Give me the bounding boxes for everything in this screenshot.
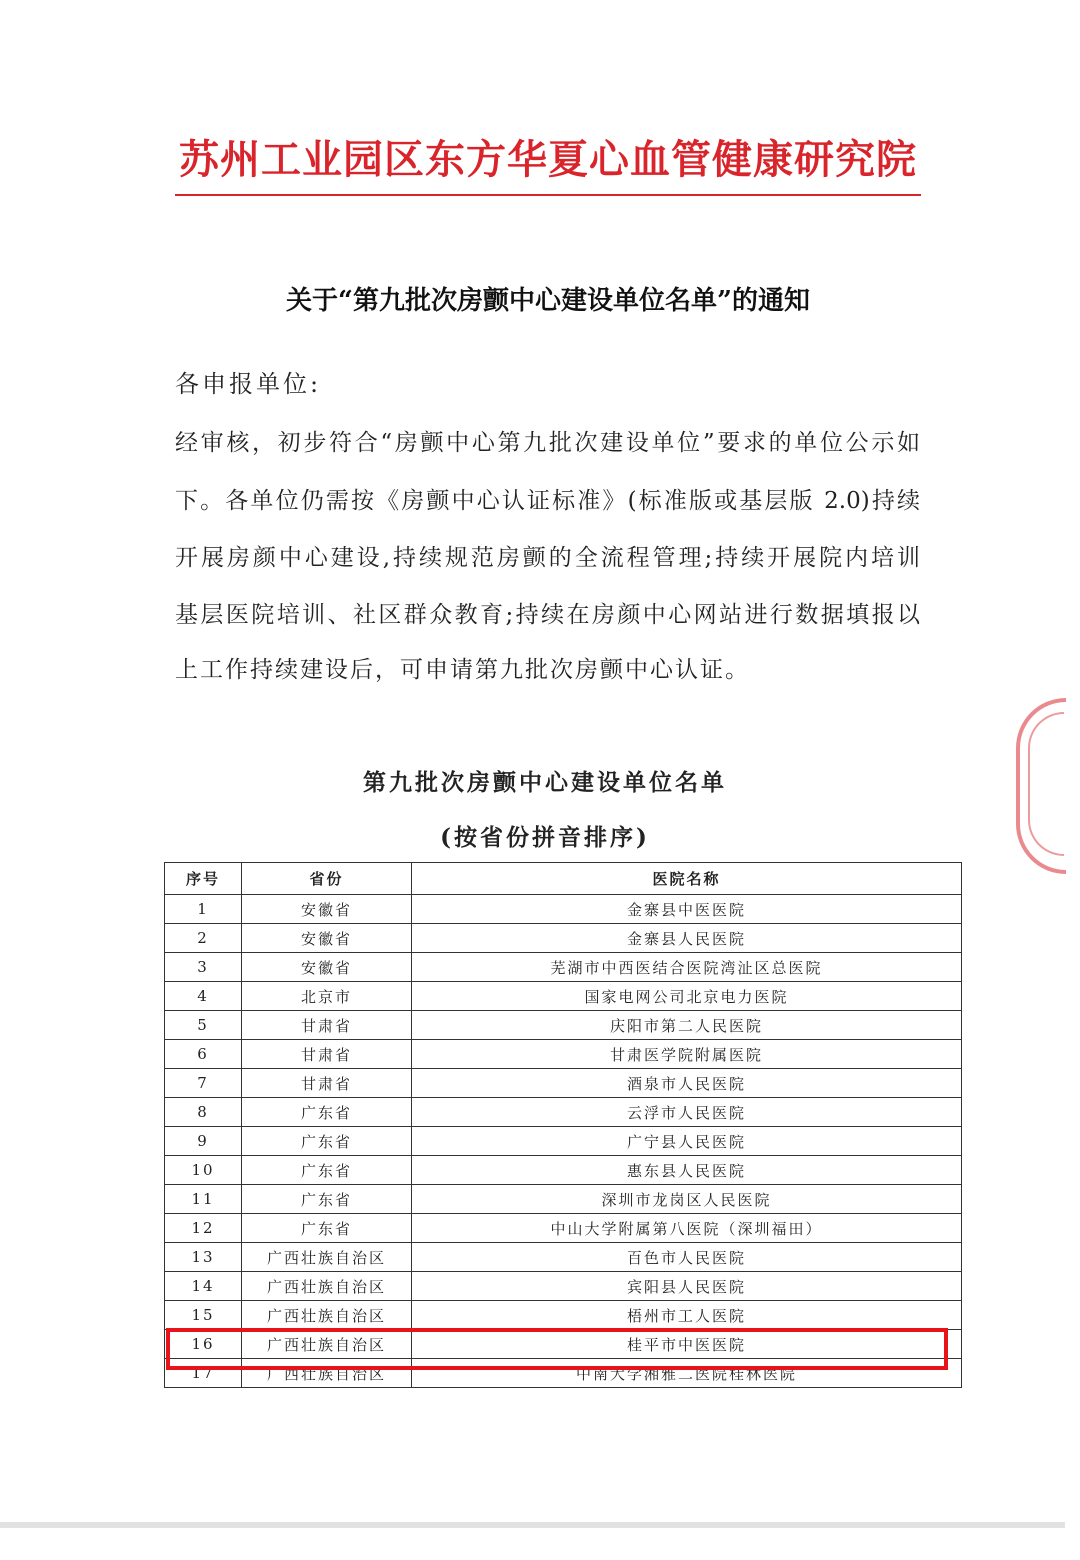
cell-hospital: 中南大学湘雅二医院桂林医院 xyxy=(412,1359,962,1388)
table-row xyxy=(165,1127,962,1156)
cell-province: 安徽省 xyxy=(242,924,412,953)
cell-province: 广东省 xyxy=(242,1185,412,1214)
cell-province: 广东省 xyxy=(242,1156,412,1185)
list-subtitle: (按省份拼音排序) xyxy=(440,824,650,851)
cell-hospital: 国家电网公司北京电力医院 xyxy=(412,982,962,1011)
cell-index: 4 xyxy=(165,982,242,1011)
body-line: 开展房颜中心建设,持续规范房颤的全流程管理;持续开展院内培训 xyxy=(175,545,920,571)
body-line: 经审核，初步符合“房颤中心第九批次建设单位”要求的单位公示如 xyxy=(175,430,920,456)
cell-province: 广东省 xyxy=(242,1214,412,1243)
cell-province: 安徽省 xyxy=(242,953,412,982)
cell-index: 11 xyxy=(165,1185,242,1214)
body-line: 上工作持续建设后，可申请第九批次房颤中心认证。 xyxy=(175,657,750,683)
letterhead-rule xyxy=(175,194,921,196)
cell-hospital: 金寨县人民医院 xyxy=(412,924,962,953)
cell-province: 甘肃省 xyxy=(242,1011,412,1040)
cell-index: 6 xyxy=(165,1040,242,1069)
table-row xyxy=(165,1301,962,1330)
cell-hospital: 庆阳市第二人民医院 xyxy=(412,1011,962,1040)
letterhead-title: 苏州工业园区东方华夏心血管健康研究院 xyxy=(179,136,917,183)
table-row xyxy=(165,982,962,1011)
table-row xyxy=(165,1040,962,1069)
cell-index: 3 xyxy=(165,953,242,982)
cell-hospital: 宾阳县人民医院 xyxy=(412,1272,962,1301)
table-row xyxy=(165,1185,962,1214)
salutation: 各申报单位: xyxy=(175,370,322,398)
cell-hospital: 云浮市人民医院 xyxy=(412,1098,962,1127)
cell-index: 1 xyxy=(165,895,242,924)
cell-hospital: 百色市人民医院 xyxy=(412,1243,962,1272)
column-header-province: 省份 xyxy=(242,863,412,895)
cell-hospital: 中山大学附属第八医院（深圳福田） xyxy=(412,1214,962,1243)
table-row xyxy=(165,1011,962,1040)
table-row xyxy=(165,1098,962,1127)
table-row xyxy=(165,1272,962,1301)
hospital-table xyxy=(164,862,962,1388)
cell-index: 14 xyxy=(165,1272,242,1301)
cell-index: 9 xyxy=(165,1127,242,1156)
cell-hospital: 深圳市龙岗区人民医院 xyxy=(412,1185,962,1214)
cell-hospital: 桂平市中医医院 xyxy=(412,1330,962,1359)
cell-province: 广西壮族自治区 xyxy=(242,1272,412,1301)
body-line: 下。各单位仍需按《房颤中心认证标准》(标准版或基层版 2.0)持续 xyxy=(175,488,920,514)
page-edge xyxy=(0,1522,1065,1528)
cell-hospital: 梧州市工人医院 xyxy=(412,1301,962,1330)
table-row xyxy=(165,924,962,953)
cell-hospital: 惠东县人民医院 xyxy=(412,1156,962,1185)
cell-index: 17 xyxy=(165,1359,242,1388)
table-row xyxy=(165,1069,962,1098)
cell-hospital: 甘肃医学院附属医院 xyxy=(412,1040,962,1069)
cell-province: 甘肃省 xyxy=(242,1040,412,1069)
body-line: 基层医院培训、社区群众教育;持续在房颜中心网站进行数据填报以 xyxy=(175,602,920,628)
highlight-box xyxy=(166,1328,948,1370)
cell-index: 13 xyxy=(165,1243,242,1272)
cell-province: 安徽省 xyxy=(242,895,412,924)
table-row xyxy=(165,1214,962,1243)
cell-province: 北京市 xyxy=(242,982,412,1011)
cell-province: 广东省 xyxy=(242,1098,412,1127)
cell-index: 12 xyxy=(165,1214,242,1243)
table-row xyxy=(165,1156,962,1185)
column-header-index: 序号 xyxy=(165,863,242,895)
cell-province: 广西壮族自治区 xyxy=(242,1301,412,1330)
table-row xyxy=(165,1243,962,1272)
cell-index: 7 xyxy=(165,1069,242,1098)
cell-index: 5 xyxy=(165,1011,242,1040)
cell-hospital: 金寨县中医医院 xyxy=(412,895,962,924)
table-row xyxy=(165,895,962,924)
cell-index: 10 xyxy=(165,1156,242,1185)
official-seal-inner-ring xyxy=(1028,712,1064,856)
table-row xyxy=(165,953,962,982)
cell-index: 2 xyxy=(165,924,242,953)
cell-hospital: 酒泉市人民医院 xyxy=(412,1069,962,1098)
cell-hospital: 芜湖市中西医结合医院湾沚区总医院 xyxy=(412,953,962,982)
column-header-hospital: 医院名称 xyxy=(412,863,962,895)
cell-province: 广西壮族自治区 xyxy=(242,1330,412,1359)
cell-province: 广西壮族自治区 xyxy=(242,1359,412,1388)
cell-province: 广东省 xyxy=(242,1127,412,1156)
cell-index: 8 xyxy=(165,1098,242,1127)
cell-hospital: 广宁县人民医院 xyxy=(412,1127,962,1156)
cell-province: 甘肃省 xyxy=(242,1069,412,1098)
cell-index: 15 xyxy=(165,1301,242,1330)
list-title: 第九批次房颤中心建设单位名单 xyxy=(363,769,727,796)
cell-index: 16 xyxy=(165,1330,242,1359)
notice-subject: 关于“第九批次房颤中心建设单位名单”的通知 xyxy=(286,286,810,316)
cell-province: 广西壮族自治区 xyxy=(242,1243,412,1272)
